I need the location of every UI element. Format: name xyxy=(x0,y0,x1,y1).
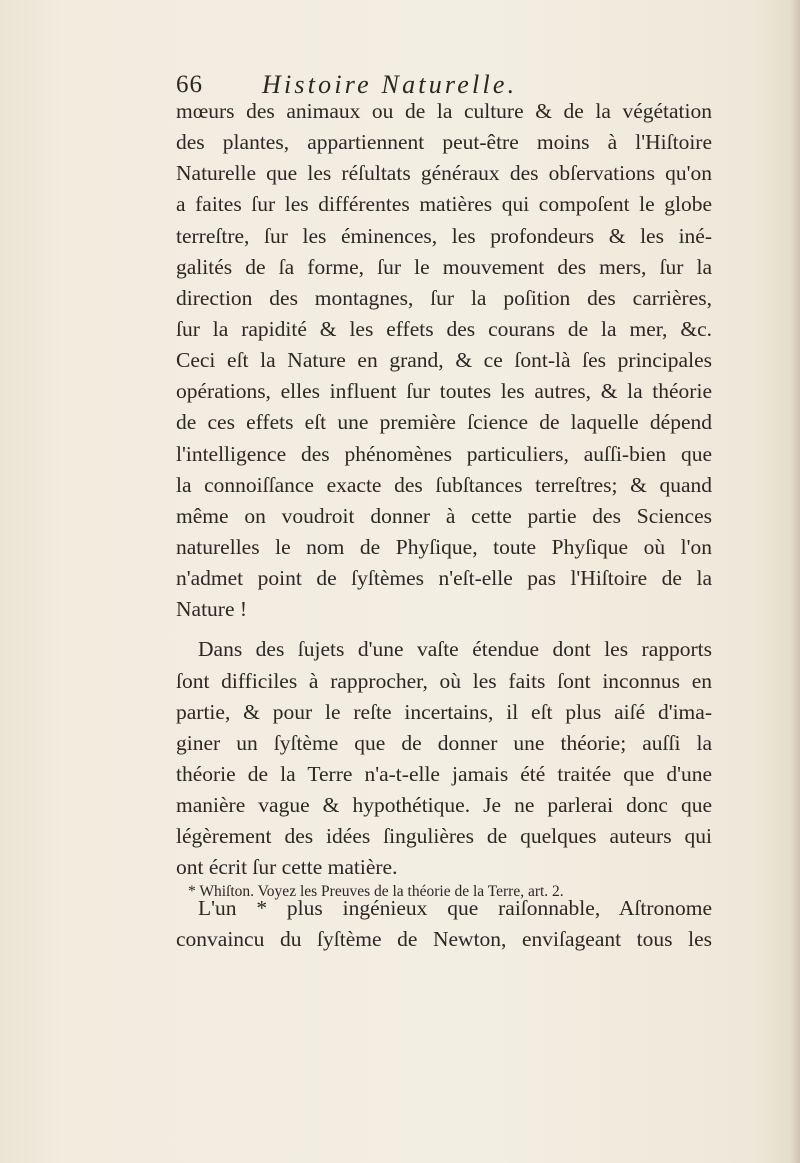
text-line: manière vague & hypothétique. Je ne parlerai donc que xyxy=(176,793,712,818)
text-line: opérations, elles influent ſur toutes les autres, & la théorie xyxy=(176,379,712,404)
text-line: l'intelligence des phénomènes particuliers, auſſi-bien que xyxy=(176,441,712,466)
text-line: mœurs des animaux ou de la culture & de la végétation xyxy=(176,99,712,123)
text-line: L'un * plus ingénieux que raiſonnable, Aſtronome xyxy=(198,895,712,920)
text-line: Ceci eſt la Nature en grand, & ce ſont-là ſes principales xyxy=(176,348,712,373)
text-line: naturelles le nom de Phyſique, toute Phyſique où l'on xyxy=(176,534,712,559)
text-line: Nature ! xyxy=(176,597,248,622)
text-line: même on voudroit donner à cette partie des Sciences xyxy=(176,503,712,528)
text-line: galités de ſa forme, ſur le mouvement des mers, ſur la xyxy=(176,254,712,279)
text-line: n'admet point de ſyſtèmes n'eſt-elle pas l'Hiſtoire de la xyxy=(176,566,712,591)
text-line: giner un ſyſtème que de donner une théorie; auſſi la xyxy=(176,730,712,755)
text-line: direction des montagnes, ſur la poſition des carrières, xyxy=(176,285,712,310)
running-title: Histoire Naturelle. xyxy=(262,70,518,99)
text-line: a faites ſur les différentes matières qui compoſent le globe xyxy=(176,192,712,217)
text-line: légèrement des idées ſingulières de quelques auteurs qui xyxy=(176,824,712,849)
text-line: de ces effets eſt une première ſcience de laquelle dépend xyxy=(176,410,712,435)
text-line: Dans des ſujets d'une vaſte étendue dont les rapports xyxy=(198,637,712,662)
paragraph-gap xyxy=(176,625,712,634)
text-line: Naturelle que les réſultats généraux des obſervations qu'on xyxy=(176,161,712,186)
footnote: * Whiſton. Voyez les Preuves de la théorie de la Terre, art. 2. xyxy=(188,883,564,900)
page-edge-shadow xyxy=(790,0,800,1163)
text-line: théorie de la Terre n'a-t-elle jamais été traitée que d'une xyxy=(176,761,712,786)
text-line: ſont difficiles à rapprocher, où les faits ſont inconnus en xyxy=(176,668,712,693)
text-line: terreſtre, ſur les éminences, les profondeurs & les iné- xyxy=(176,223,712,248)
body-text xyxy=(176,96,712,955)
text-line: la connoiſſance exacte des ſubſtances terreſtres; & quand xyxy=(176,472,712,497)
text-line: partie, & pour le reſte incertains, il eſt plus aiſé d'ima- xyxy=(176,699,712,724)
text-line: des plantes, appartiennent peut-être moins à l'Hiſtoire xyxy=(176,130,712,155)
text-line: convaincu du ſyſtème de Newton, enviſageant tous les xyxy=(176,926,712,951)
text-line: ont écrit ſur cette matière. xyxy=(176,855,398,880)
page-number: 66 xyxy=(176,71,203,98)
text-line: ſur la rapidité & les effets des courans de la mer, &c. xyxy=(176,316,712,341)
